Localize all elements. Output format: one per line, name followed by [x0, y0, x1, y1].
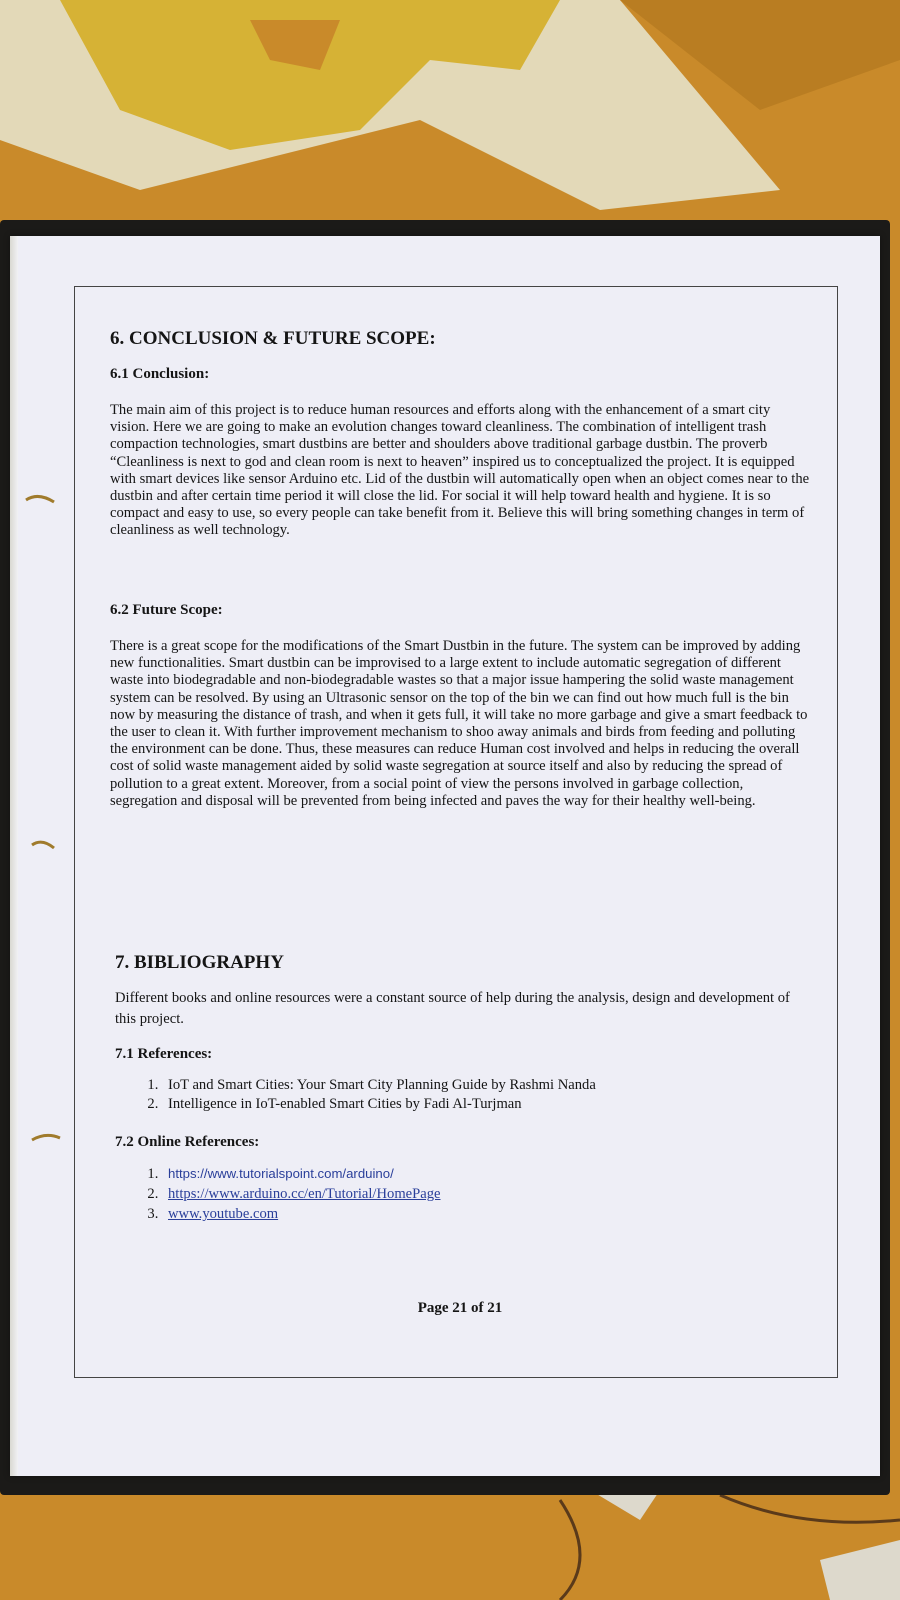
paper-sheet: [10, 236, 880, 1476]
online-reference-link[interactable]: https://www.tutorialspoint.com/arduino/: [168, 1166, 394, 1181]
section-6-heading: 6. CONCLUSION & FUTURE SCOPE:: [110, 328, 436, 349]
conclusion-heading: 6.1 Conclusion:: [110, 366, 210, 382]
online-references-heading: 7.2 Online References:: [115, 1134, 260, 1150]
online-reference-link[interactable]: www.youtube.com: [168, 1206, 279, 1222]
future-scope-text: There is a great scope for the modifications of the Smart Dustbin in the future. The system can be improved by adding new functionalities. Smart dustbin can be improvised to a large extent to include automatic segregation of different waste into biodegradable and non-biodegradable wastes so that a major issue hampering the solid waste management system can be resolved. By using an Ultrasonic sensor on the top of the bin we can find out how much full is the bin now by measuring the distance of trash, and when it gets full, it will take no more garbage and give a smart feedback to the user to clean it. With further improvement mechanism to shoo away animals and birds from feeding and polluting the environment can be done. Thus, these measures can reduce Human cost involved and helps in reducing the overall cost of solid waste management aided by solid waste segregation at source itself and also by reducing the spread of pollution to a great extent. Moreover, from a social point of view the persons involved in garbage collection, segregation and disposal will be prevented from being infected and paves the way for their healthy well-being.: [110, 638, 808, 809]
references-heading: 7.1 References:: [115, 1046, 213, 1062]
page-number: Page 21 of 21: [417, 1300, 503, 1316]
conclusion-text: The main aim of this project is to reduce human resources and efforts along with the enhancement of a smart city vision. Here we are going to make an evolution changes toward cleanliness. The combination of intelligent trash compaction technologies, smart dustbins are better and shoulders above traditional garbage dustbin. The proverb “Cleanliness is next to god and clean room is next to heaven” inspired us to conceptualized the project. It is equipped with smart devices like sensor Arduino etc. Lid of the dustbin will automatically open when an object comes near to the dustbin and after certain time period it will close the lid. For social it will help toward health and hygiene. It is so compact and easy to use, so every people can take benefit from it. Believe this will bring something changes in term of cleanliness as well technology.: [110, 402, 810, 539]
binding-thread-icon: [24, 492, 58, 508]
binding-thread-icon: [28, 836, 58, 854]
binding-thread-icon: [30, 1130, 64, 1146]
section-7-heading: 7. BIBLIOGRAPHY: [115, 952, 284, 973]
binding-strip: [10, 236, 18, 1476]
future-scope-heading: 6.2 Future Scope:: [110, 602, 223, 618]
reference-item: 2. Intelligence in IoT-enabled Smart Cities by Fadi Al-Turjman: [162, 1095, 862, 1114]
bibliography-intro: Different books and online resources were a constant source of help during the analysis, design and development of this project.: [115, 990, 790, 1027]
references-list: [110, 1076, 862, 1114]
online-reference-link[interactable]: https://www.arduino.cc/en/Tutorial/HomePage: [168, 1186, 441, 1202]
online-references-list: [110, 1164, 862, 1224]
reference-item: 1. IoT and Smart Cities: Your Smart City Planning Guide by Rashmi Nanda: [162, 1076, 862, 1095]
